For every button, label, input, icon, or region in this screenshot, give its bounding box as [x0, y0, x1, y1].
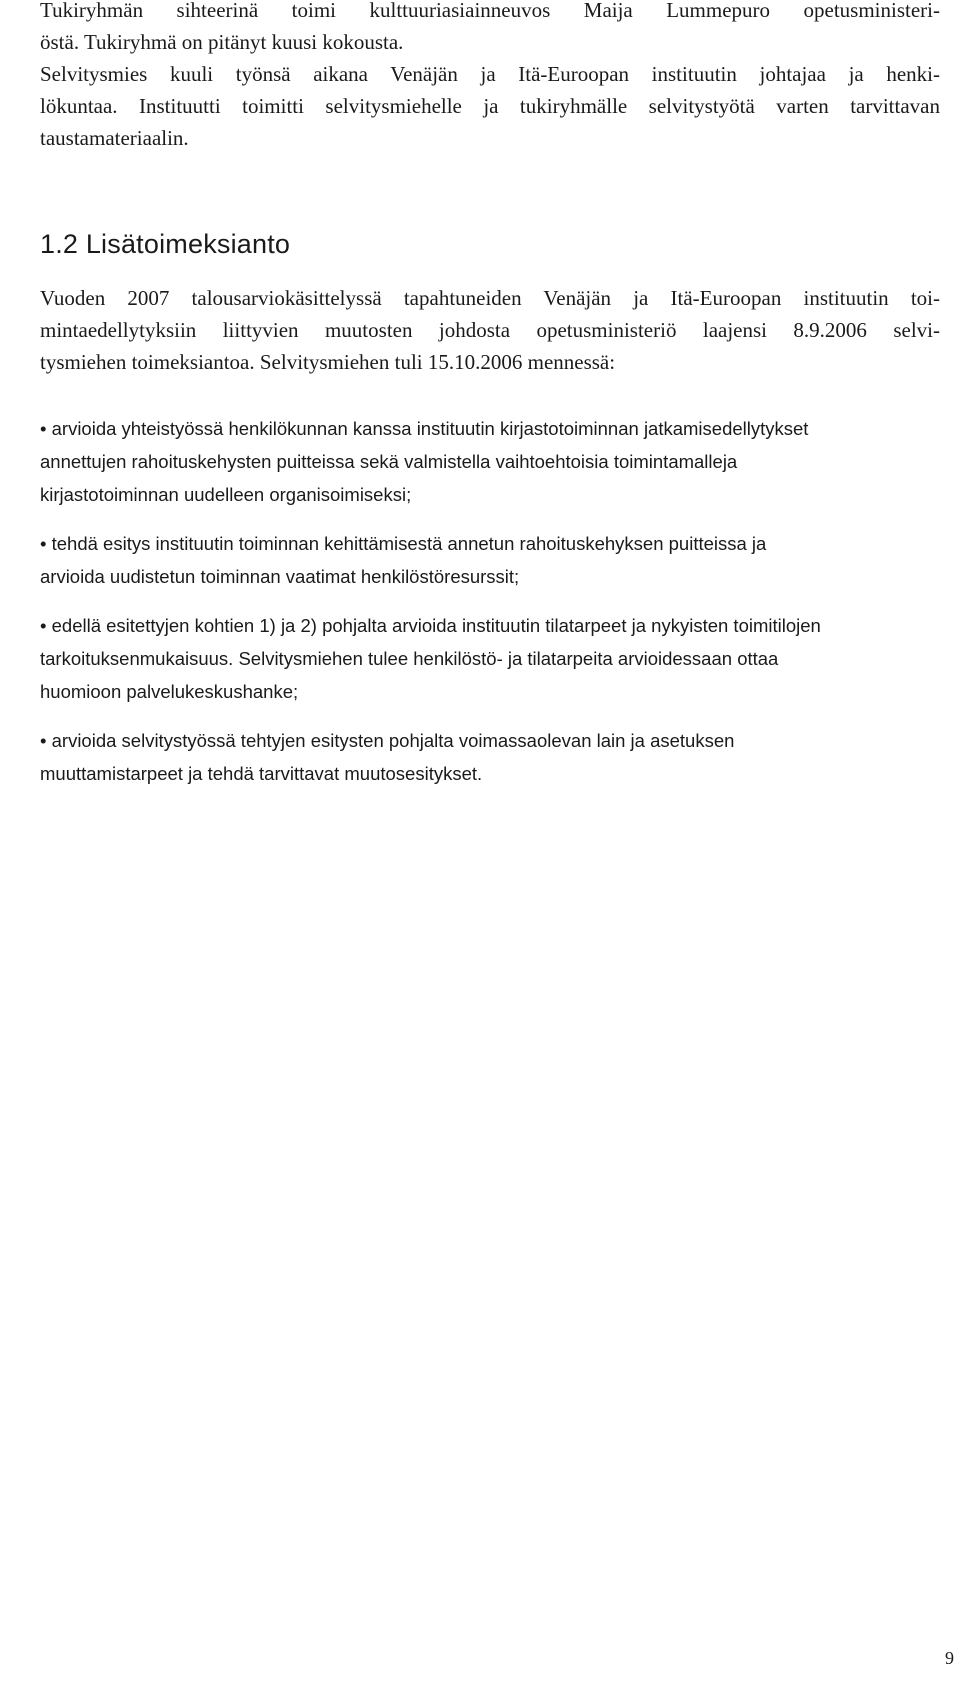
bullet-line: annettujen rahoituskehysten puitteissa sekä valmistella vaihtoehtoisia toimintamalleja	[40, 451, 738, 472]
intro-line: lökuntaa. Instituutti toimitti selvitysmiehelle ja tukiryhmälle selvitystyötä varten tarvittavan	[40, 94, 940, 118]
intro-line: Selvitysmies kuuli työnsä aikana Venäjän ja Itä-Euroopan instituutin johtajaa ja henki-	[40, 62, 940, 86]
bullet-line: huomioon palvelukeskushanke;	[40, 681, 299, 702]
bullet-line: • arvioida yhteistyössä henkilökunnan kanssa instituutin kirjastotoiminnan jatkamisedellytykset	[40, 418, 809, 439]
section-line: Vuoden 2007 talousarviokäsittelyssä tapahtuneiden Venäjän ja Itä-Euroopan instituutin toi-	[40, 286, 940, 310]
bullet-line: • arvioida selvitystyössä tehtyjen esitysten pohjalta voimassaolevan lain ja asetuksen	[40, 730, 735, 751]
list-item	[40, 412, 945, 511]
bullet-list	[40, 412, 945, 806]
bullet-line: • tehdä esitys instituutin toiminnan kehittämisestä annetun rahoituskehyksen puitteissa ja	[40, 533, 767, 554]
section-paragraph	[40, 282, 940, 378]
list-item	[40, 724, 945, 790]
page-number: 9	[945, 1648, 954, 1668]
intro-line: Tukiryhmän sihteerinä toimi kulttuuriasiainneuvos Maija Lummepuro opetusministeri-	[40, 0, 940, 22]
intro-line: östä. Tukiryhmä on pitänyt kuusi kokousta.	[40, 30, 404, 54]
bullet-line: tarkoituksenmukaisuus. Selvitysmiehen tulee henkilöstö- ja tilatarpeita arvioidessaan ottaa	[40, 648, 779, 669]
section-line: tysmiehen toimeksiantoa. Selvitysmiehen tuli 15.10.2006 mennessä:	[40, 350, 616, 374]
bullet-line: arvioida uudistetun toiminnan vaatimat henkilöstöresurssit;	[40, 566, 520, 587]
section-line: mintaedellytyksiin liittyvien muutosten johdosta opetusministeriö laajensi 8.9.2006 selvi-	[40, 318, 940, 342]
list-item	[40, 609, 945, 708]
list-item	[40, 527, 945, 593]
bullet-line: • edellä esitettyjen kohtien 1) ja 2) pohjalta arvioida instituutin tilatarpeet ja nykyisten toimitilojen	[40, 615, 821, 636]
bullet-line: kirjastotoiminnan uudelleen organisoimiseksi;	[40, 484, 412, 505]
intro-line: taustamateriaalin.	[40, 126, 189, 150]
section-heading: 1.2 Lisätoimeksianto	[40, 229, 291, 259]
intro-paragraph	[40, 0, 940, 154]
bullet-line: muuttamistarpeet ja tehdä tarvittavat muutosesitykset.	[40, 763, 483, 784]
